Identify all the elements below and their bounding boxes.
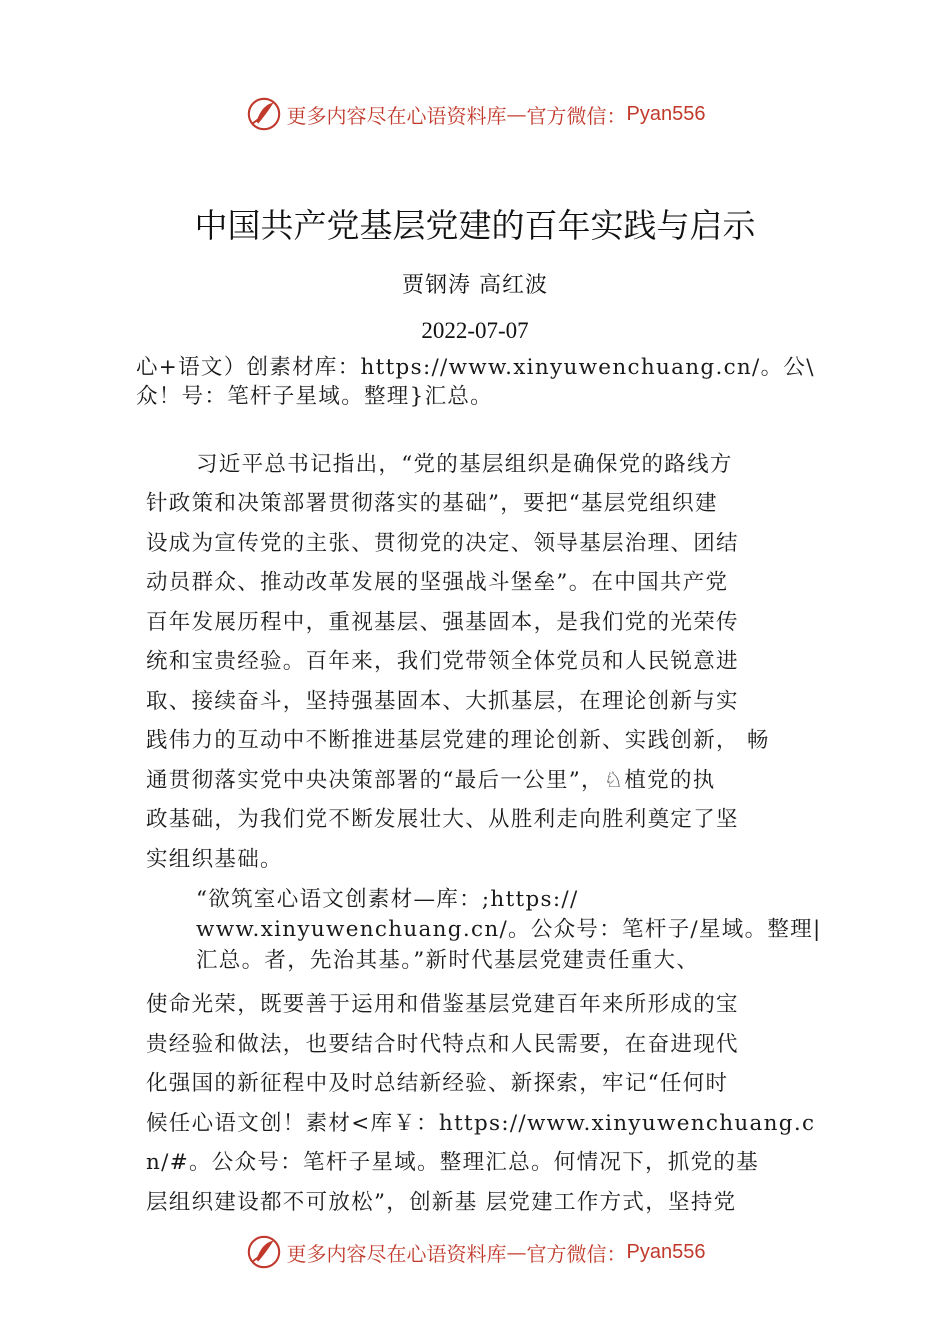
body-line: 候任心语文创！素材<库￥：https://www.xinyuwenchuang.c — [146, 1111, 816, 1136]
body-line: 贵经验和做法，也要结合时代特点和人民需要，在奋进现代 — [146, 1032, 739, 1057]
body-line: 通贯彻落实党中央决策部署的“最后一公里”，♘植党的执 — [146, 768, 716, 793]
body-line: 化强国的新征程中及时总结新经验、新探索，牢记“任何时 — [146, 1071, 729, 1096]
wechat-label: 官方微信： — [526, 103, 627, 128]
brand-separator: — — [506, 102, 527, 126]
body-line: 心+语文）创素材库：https://www.xinyuwenchuang.cn/。公\ — [136, 355, 815, 380]
brand-logo-icon — [245, 95, 283, 133]
body-line: 实组织基础。 — [146, 847, 283, 872]
document-date: 2022-07-07 — [421, 318, 529, 343]
body-line: 使命光荣，既要善于运用和借鉴基层党建百年来所形成的宝 — [146, 992, 739, 1017]
body-line: “欲筑室心语文创素材—库：;https:// — [196, 887, 579, 912]
body-line: www.xinyuwenchuang.cn/。公众号：笔杆子/星域。整理| — [196, 917, 822, 942]
brand-logo-icon — [245, 1233, 283, 1271]
body-line: 践伟力的互动中不断推进基层党建的理论创新、实践创新， 畅 — [146, 728, 770, 753]
brand-text: 更多内容尽在心语资料库 — [286, 1241, 507, 1266]
brand-text: 更多内容尽在心语资料库 — [286, 103, 507, 128]
body-line: 层组织建设都不可放松”，创新基 层党建工作方式，坚持党 — [146, 1190, 737, 1215]
body-line: 动员群众、推动改革发展的坚强战斗堡垒”。在中国共产党 — [146, 570, 729, 595]
body-line: 汇总。者，先治其基。”新时代基层党建责任重大、 — [196, 948, 700, 973]
document-authors: 贾钢涛 高红波 — [402, 273, 548, 298]
brand-separator: — — [506, 1240, 527, 1264]
wechat-id: Pyan556 — [626, 102, 706, 125]
body-line: 百年发展历程中，重视基层、强基固本，是我们党的光荣传 — [146, 610, 739, 635]
body-line: 取、接续奋斗，坚持强基固本、大抓基层，在理论创新与实 — [146, 689, 739, 714]
wechat-id: Pyan556 — [626, 1240, 706, 1263]
body-line: 众！号：笔杆子星域。整理}汇总。 — [136, 384, 493, 409]
wechat-label: 官方微信： — [526, 1241, 627, 1266]
body-line: 习近平总书记指出，“党的基层组织是确保党的路线方 — [196, 452, 733, 477]
body-line: n/#。公众号：笔杆子星域。整理汇总。何情况下，抓党的基 — [146, 1150, 760, 1175]
body-line: 统和宝贵经验。百年来，我们党带领全体党员和人民锐意进 — [146, 649, 739, 674]
body-line: 设成为宣传党的主张、贯彻党的决定、领导基层治理、团结 — [146, 531, 739, 556]
header-brand — [0, 94, 950, 134]
footer-brand — [0, 1232, 950, 1272]
document-title: 中国共产党基层党建的百年实践与启示 — [194, 206, 756, 245]
body-line: 针政策和决策部署贯彻落实的基础”，要把“基层党组织建 — [146, 491, 718, 516]
body-line: 政基础，为我们党不断发展壮大、从胜利走向胜利奠定了坚 — [146, 807, 739, 832]
